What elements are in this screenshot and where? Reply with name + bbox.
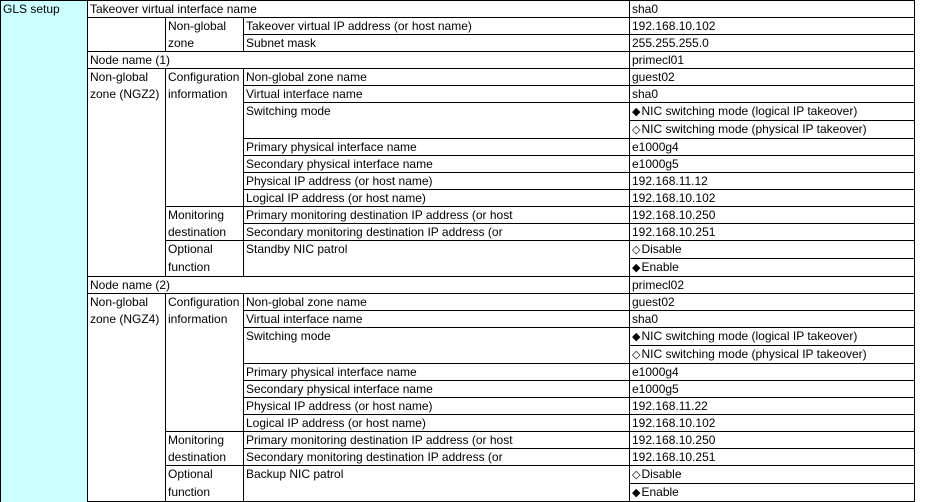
gls-band — [1, 224, 88, 241]
item-value: e1000g4 — [630, 139, 915, 156]
table-row — [1, 52, 915, 69]
spacer-cell — [166, 156, 244, 173]
option-value — [630, 121, 915, 139]
spacer-cell — [166, 121, 244, 139]
spacer-cell — [88, 190, 166, 207]
table-row — [1, 121, 915, 139]
spacer-cell — [88, 241, 166, 259]
item-value: 192.168.11.12 — [630, 173, 915, 190]
table-row — [1, 35, 915, 52]
node-name-value: primecl01 — [630, 52, 915, 69]
item-value: 192.168.11.22 — [630, 398, 915, 415]
table-row — [1, 156, 915, 173]
table-row — [1, 190, 915, 207]
option-marker: ◇ — [632, 469, 641, 481]
item-label: Primary monitoring destination IP address (or host — [244, 207, 630, 224]
spacer-cell — [88, 18, 166, 35]
item-label: Secondary monitoring destination IP address (or — [244, 449, 630, 466]
item-label: Switching mode — [244, 103, 630, 121]
spacer-cell — [88, 449, 166, 466]
option-marker: ◆ — [632, 487, 641, 499]
table-row — [1, 139, 915, 156]
item-value: e1000g5 — [630, 381, 915, 398]
gls-band — [1, 449, 88, 466]
option-marker: ◇ — [632, 124, 641, 136]
table-row — [1, 311, 915, 328]
table-row — [1, 86, 915, 103]
item-label: Non-global zone name — [244, 69, 630, 86]
table-row — [1, 224, 915, 241]
spacer-cell — [88, 415, 166, 432]
section-label: function — [166, 484, 244, 502]
item-label: Physical IP address (or host name) — [244, 398, 630, 415]
table-row — [1, 173, 915, 190]
table-row — [1, 484, 915, 502]
option-marker: ◇ — [632, 349, 641, 361]
option-label: Enable — [641, 485, 679, 499]
takeover-ip-label: Takeover virtual IP address (or host name) — [244, 18, 630, 35]
gls-band — [1, 18, 88, 35]
table-row — [1, 381, 915, 398]
section-label: Optional — [166, 466, 244, 484]
spacer-cell — [88, 328, 166, 346]
item-value: 192.168.10.250 — [630, 207, 915, 224]
table-row — [1, 103, 915, 121]
option-label: NIC switching mode (physical IP takeover) — [641, 347, 867, 361]
table-row — [1, 328, 915, 346]
spacer-cell — [244, 121, 630, 139]
gls-band — [1, 139, 88, 156]
takeover-name-value: sha0 — [630, 1, 915, 18]
gls-band — [1, 346, 88, 364]
item-label: Secondary monitoring destination IP address (or — [244, 224, 630, 241]
gls-band — [1, 173, 88, 190]
item-label: Primary monitoring destination IP address (or host — [244, 432, 630, 449]
item-label: Logical IP address (or host name) — [244, 190, 630, 207]
table-row — [1, 398, 915, 415]
option-label: NIC switching mode (logical IP takeover) — [641, 104, 858, 118]
gls-band — [1, 259, 88, 277]
spacer-cell — [244, 346, 630, 364]
section-label: destination — [166, 224, 244, 241]
item-label: Physical IP address (or host name) — [244, 173, 630, 190]
ngz-label: zone — [166, 35, 244, 52]
item-value: guest02 — [630, 294, 915, 311]
section-label: Monitoring — [166, 207, 244, 224]
spacer-cell — [88, 259, 166, 277]
option-value — [630, 241, 915, 259]
spacer-cell — [88, 103, 166, 121]
item-label: Backup NIC patrol — [244, 466, 630, 484]
item-value: 192.168.10.251 — [630, 224, 915, 241]
item-label: Non-global zone name — [244, 294, 630, 311]
gls-band — [1, 311, 88, 328]
spacer-cell — [88, 207, 166, 224]
spacer-cell — [166, 346, 244, 364]
spacer-cell — [166, 139, 244, 156]
spacer-cell — [166, 328, 244, 346]
option-label: NIC switching mode (logical IP takeover) — [641, 329, 858, 343]
spacer-cell — [88, 484, 166, 502]
section-label: destination — [166, 449, 244, 466]
spacer-cell — [88, 346, 166, 364]
zone-label: zone (NGZ4) — [88, 311, 166, 328]
item-label: Secondary physical interface name — [244, 381, 630, 398]
spacer-cell — [244, 484, 630, 502]
option-value — [630, 103, 915, 121]
zone-label: Non-global — [88, 69, 166, 86]
section-label: function — [166, 259, 244, 277]
gls-band — [1, 207, 88, 224]
item-label: Primary physical interface name — [244, 139, 630, 156]
option-value — [630, 484, 915, 502]
item-label: Virtual interface name — [244, 311, 630, 328]
gls-band — [1, 35, 88, 52]
item-value: e1000g5 — [630, 156, 915, 173]
gls-band — [1, 69, 88, 86]
gls-band — [1, 381, 88, 398]
spacer-cell — [166, 398, 244, 415]
table-row — [1, 241, 915, 259]
spacer-cell — [88, 173, 166, 190]
table-row — [1, 415, 915, 432]
subnet-value: 255.255.255.0 — [630, 35, 915, 52]
option-marker: ◇ — [632, 244, 641, 256]
section-label: information — [166, 86, 244, 103]
option-label: NIC switching mode (physical IP takeover) — [641, 122, 867, 136]
option-value — [630, 259, 915, 277]
section-label: Monitoring — [166, 432, 244, 449]
spacer-cell — [244, 259, 630, 277]
option-label: Disable — [641, 242, 682, 256]
table-row — [1, 346, 915, 364]
item-value: sha0 — [630, 86, 915, 103]
spacer-cell — [88, 364, 166, 381]
table-row — [1, 69, 915, 86]
gls-setup-label: GLS setup — [1, 1, 88, 18]
item-value: 192.168.10.102 — [630, 415, 915, 432]
table-row — [1, 1, 915, 18]
spacer-cell — [166, 364, 244, 381]
item-value: 192.168.10.102 — [630, 190, 915, 207]
table-row — [1, 432, 915, 449]
takeover-name-label: Takeover virtual interface name — [88, 1, 630, 18]
gls-band — [1, 398, 88, 415]
gls-band — [1, 364, 88, 381]
item-label: Switching mode — [244, 328, 630, 346]
gls-band — [1, 103, 88, 121]
takeover-ip-value: 192.168.10.102 — [630, 18, 915, 35]
gls-band — [1, 484, 88, 502]
spacer-cell — [166, 103, 244, 121]
spacer-cell — [88, 35, 166, 52]
item-value: e1000g4 — [630, 364, 915, 381]
zone-label: zone (NGZ2) — [88, 86, 166, 103]
spacer-cell — [88, 139, 166, 156]
item-value: 192.168.10.250 — [630, 432, 915, 449]
spacer-cell — [166, 415, 244, 432]
item-value: 192.168.10.251 — [630, 449, 915, 466]
table-row — [1, 259, 915, 277]
option-marker: ◆ — [632, 106, 641, 118]
node-name-label: Node name (1) — [88, 52, 630, 69]
option-marker: ◆ — [632, 331, 641, 343]
spacer-cell — [88, 398, 166, 415]
spacer-cell — [88, 121, 166, 139]
spacer-cell — [88, 432, 166, 449]
ngz-label: Non-global — [166, 18, 244, 35]
item-label: Standby NIC patrol — [244, 241, 630, 259]
spacer-cell — [166, 173, 244, 190]
item-label: Primary physical interface name — [244, 364, 630, 381]
table-row — [1, 466, 915, 484]
spacer-cell — [88, 224, 166, 241]
table-row — [1, 277, 915, 294]
option-value — [630, 346, 915, 364]
item-value: sha0 — [630, 311, 915, 328]
section-label: Configuration — [166, 294, 244, 311]
item-value: guest02 — [630, 69, 915, 86]
spacer-cell — [88, 156, 166, 173]
spacer-cell — [166, 381, 244, 398]
subnet-label: Subnet mask — [244, 35, 630, 52]
node-name-value: primecl02 — [630, 277, 915, 294]
gls-band — [1, 86, 88, 103]
section-label: Optional — [166, 241, 244, 259]
section-label: information — [166, 311, 244, 328]
item-label: Logical IP address (or host name) — [244, 415, 630, 432]
table-row — [1, 294, 915, 311]
option-value — [630, 328, 915, 346]
option-label: Disable — [641, 467, 682, 481]
gls-band — [1, 121, 88, 139]
item-label: Virtual interface name — [244, 86, 630, 103]
table-row — [1, 207, 915, 224]
gls-band — [1, 277, 88, 294]
gls-band — [1, 466, 88, 484]
option-marker: ◆ — [632, 262, 641, 274]
gls-band — [1, 52, 88, 69]
node-name-label: Node name (2) — [88, 277, 630, 294]
gls-band — [1, 432, 88, 449]
spacer-cell — [88, 466, 166, 484]
table-row — [1, 449, 915, 466]
item-label: Secondary physical interface name — [244, 156, 630, 173]
option-value — [630, 466, 915, 484]
table-row — [1, 18, 915, 35]
spacer-cell — [88, 381, 166, 398]
gls-band — [1, 241, 88, 259]
spacer-cell — [166, 190, 244, 207]
option-label: Enable — [641, 260, 679, 274]
gls-band — [1, 156, 88, 173]
gls-band — [1, 294, 88, 311]
gls-band — [1, 190, 88, 207]
gls-band — [1, 328, 88, 346]
section-label: Configuration — [166, 69, 244, 86]
zone-label: Non-global — [88, 294, 166, 311]
table-row — [1, 364, 915, 381]
gls-band — [1, 415, 88, 432]
